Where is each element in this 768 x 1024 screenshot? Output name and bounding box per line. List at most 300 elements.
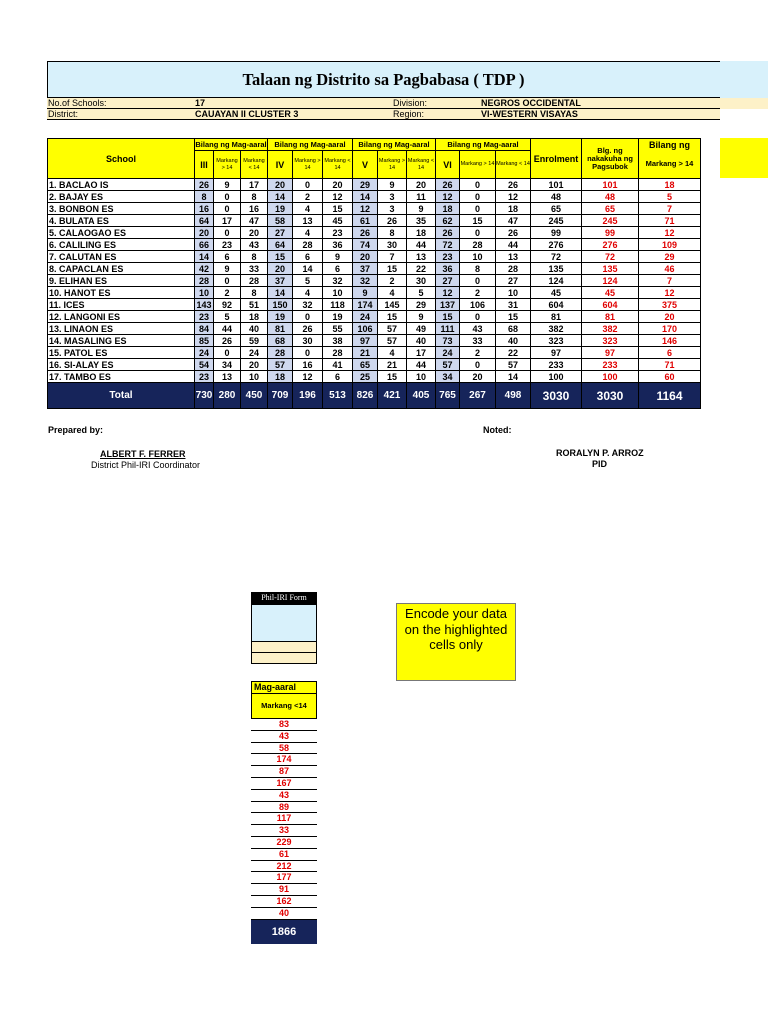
- value-cell: 22: [407, 263, 436, 275]
- grade-v-header: V: [353, 151, 378, 179]
- value-cell: 15: [378, 371, 407, 383]
- value-cell[interactable]: 84: [195, 323, 214, 335]
- side-value-cell: 117: [251, 813, 317, 825]
- value-cell[interactable]: 14: [353, 191, 378, 203]
- value-cell: 44: [214, 323, 241, 335]
- value-cell: 29: [407, 299, 436, 311]
- value-cell[interactable]: 34: [436, 371, 460, 383]
- value-cell: 47: [241, 215, 268, 227]
- phil-iri-form-row[interactable]: [251, 653, 317, 664]
- value-cell[interactable]: 27: [268, 227, 293, 239]
- value-cell[interactable]: 150: [268, 299, 293, 311]
- value-cell: 6: [323, 263, 353, 275]
- value-cell: 20: [460, 371, 496, 383]
- value-cell[interactable]: 137: [436, 299, 460, 311]
- value-cell: 10: [460, 251, 496, 263]
- side-value-cell: 43: [251, 731, 317, 743]
- value-cell: 23: [214, 239, 241, 251]
- value-cell: 28: [460, 239, 496, 251]
- value-cell[interactable]: 19: [268, 203, 293, 215]
- total-ge14: 1164: [639, 383, 701, 409]
- school-name-cell: 2. BAJAY ES: [48, 191, 195, 203]
- value-cell: 0: [460, 179, 496, 191]
- region-value[interactable]: VI-WESTERN VISAYAS: [481, 109, 578, 119]
- table-row: [48, 251, 701, 263]
- value-cell: 28: [323, 347, 353, 359]
- value-cell[interactable]: 26: [436, 227, 460, 239]
- value-cell: 2: [460, 287, 496, 299]
- value-cell[interactable]: 65: [353, 359, 378, 371]
- value-cell: 16: [241, 203, 268, 215]
- value-cell: 20: [241, 359, 268, 371]
- value-cell: 2: [460, 347, 496, 359]
- school-name-cell: 10. HANOT ES: [48, 287, 195, 299]
- ge14-cell: 6: [639, 347, 701, 359]
- bilang-header: Bilang ng: [639, 139, 701, 151]
- ge14-cell: 7: [639, 275, 701, 287]
- enrolment-cell: 99: [531, 227, 582, 239]
- value-cell[interactable]: 42: [195, 263, 214, 275]
- value-cell: 28: [293, 239, 323, 251]
- value-cell[interactable]: 36: [436, 263, 460, 275]
- value-cell: 26: [496, 179, 531, 191]
- enrolment-cell: 45: [531, 287, 582, 299]
- table-row: [48, 275, 701, 287]
- value-cell: 68: [496, 323, 531, 335]
- value-cell: 10: [323, 287, 353, 299]
- value-cell[interactable]: 97: [353, 335, 378, 347]
- ge14-cell: 5: [639, 191, 701, 203]
- value-cell: 20: [241, 227, 268, 239]
- value-cell[interactable]: 68: [268, 335, 293, 347]
- total-cell: 196: [293, 383, 323, 409]
- value-cell: 21: [378, 359, 407, 371]
- value-cell[interactable]: 23: [195, 371, 214, 383]
- value-cell[interactable]: 29: [353, 179, 378, 191]
- value-cell: 12: [323, 191, 353, 203]
- table-row: [48, 227, 701, 239]
- value-cell: 30: [293, 335, 323, 347]
- value-cell: 8: [241, 287, 268, 299]
- value-cell: 31: [496, 299, 531, 311]
- value-cell: 30: [407, 275, 436, 287]
- noted-label: Noted:: [483, 425, 512, 435]
- value-cell: 49: [407, 323, 436, 335]
- grade-v-group-header: Bilang ng Mag-aaral: [353, 139, 436, 151]
- value-cell: 15: [323, 203, 353, 215]
- value-cell: 4: [293, 203, 323, 215]
- enrolment-cell: 72: [531, 251, 582, 263]
- value-cell: 17: [214, 215, 241, 227]
- enrolment-cell: 48: [531, 191, 582, 203]
- side-value-cell: 167: [251, 778, 317, 790]
- value-cell: 43: [460, 323, 496, 335]
- value-cell[interactable]: 23: [195, 311, 214, 323]
- school-name-cell: 3. BONBON ES: [48, 203, 195, 215]
- value-cell: 6: [214, 251, 241, 263]
- tested-cell: 48: [582, 191, 639, 203]
- markang-lt14-label: Markang <14: [251, 694, 317, 719]
- side-value-cell: 177: [251, 872, 317, 884]
- value-cell: 0: [293, 311, 323, 323]
- district-value[interactable]: CAUAYAN II CLUSTER 3: [195, 109, 299, 119]
- total-cell: 405: [407, 383, 436, 409]
- side-value-cell: 162: [251, 896, 317, 908]
- table-row: [48, 299, 701, 311]
- value-cell[interactable]: 57: [436, 359, 460, 371]
- header-row-1: [48, 139, 701, 151]
- value-cell[interactable]: 8: [195, 191, 214, 203]
- table-row: [48, 335, 701, 347]
- value-cell: 8: [378, 227, 407, 239]
- total-label: Total: [48, 383, 195, 409]
- table-row: [48, 311, 701, 323]
- value-cell: 8: [241, 191, 268, 203]
- school-header: School: [48, 139, 195, 179]
- ge14-cell: 109: [639, 239, 701, 251]
- value-cell[interactable]: 24: [195, 347, 214, 359]
- total-cell: 280: [214, 383, 241, 409]
- value-cell[interactable]: 73: [436, 335, 460, 347]
- value-cell: 41: [323, 359, 353, 371]
- value-cell: 33: [460, 335, 496, 347]
- info-row-extension: [720, 98, 768, 109]
- value-cell: 57: [378, 335, 407, 347]
- table-row: [48, 191, 701, 203]
- value-cell: 0: [460, 203, 496, 215]
- total-cell: 421: [378, 383, 407, 409]
- iii-ge14-header: Markang > 14: [214, 151, 241, 179]
- value-cell[interactable]: 37: [268, 275, 293, 287]
- value-cell: 6: [323, 371, 353, 383]
- tested-cell: 604: [582, 299, 639, 311]
- value-cell: 0: [460, 359, 496, 371]
- side-value-cell: 83: [251, 719, 317, 731]
- side-value-cell: 229: [251, 837, 317, 849]
- value-cell[interactable]: 81: [268, 323, 293, 335]
- value-cell[interactable]: 62: [436, 215, 460, 227]
- value-cell: 8: [460, 263, 496, 275]
- value-cell: 5: [407, 287, 436, 299]
- value-cell: 14: [293, 263, 323, 275]
- value-cell[interactable]: 16: [195, 203, 214, 215]
- value-cell: 0: [214, 191, 241, 203]
- side-value-cell: 212: [251, 861, 317, 873]
- value-cell: 4: [293, 227, 323, 239]
- vi-ge14-header: Markang > 14: [460, 151, 496, 179]
- ge14-cell: 71: [639, 359, 701, 371]
- value-cell: 92: [214, 299, 241, 311]
- value-cell[interactable]: 14: [268, 287, 293, 299]
- value-cell: 26: [496, 227, 531, 239]
- value-cell: 36: [323, 239, 353, 251]
- value-cell[interactable]: 25: [353, 371, 378, 383]
- ge14-cell: 29: [639, 251, 701, 263]
- noted-name: RORALYN P. ARROZ: [556, 448, 644, 458]
- value-cell[interactable]: 58: [268, 215, 293, 227]
- value-cell[interactable]: 12: [436, 191, 460, 203]
- enrolment-cell: 245: [531, 215, 582, 227]
- value-cell: 7: [378, 251, 407, 263]
- value-cell: 23: [323, 227, 353, 239]
- table-row: [48, 263, 701, 275]
- tested-cell: 124: [582, 275, 639, 287]
- value-cell: 13: [407, 251, 436, 263]
- schools-label: No.of Schools:: [48, 98, 107, 108]
- value-cell[interactable]: 14: [268, 191, 293, 203]
- value-cell[interactable]: 24: [436, 347, 460, 359]
- tested-cell: 135: [582, 263, 639, 275]
- district-label: District:: [48, 109, 78, 119]
- value-cell: 3: [378, 191, 407, 203]
- school-name-cell: 11. ICES: [48, 299, 195, 311]
- total-cell: 826: [353, 383, 378, 409]
- page-title: Talaan ng Distrito sa Pagbabasa ( TDP ): [242, 70, 525, 89]
- value-cell[interactable]: 20: [268, 179, 293, 191]
- ge14-cell: 71: [639, 215, 701, 227]
- region-label: Region:: [393, 109, 425, 119]
- ge14-cell: 18: [639, 179, 701, 191]
- value-cell: 5: [293, 275, 323, 287]
- value-cell: 14: [496, 371, 531, 383]
- value-cell: 57: [378, 323, 407, 335]
- enrolment-header: Enrolment: [531, 139, 582, 179]
- title-bar-extension: [720, 61, 768, 98]
- value-cell: 15: [460, 215, 496, 227]
- grade-vi-header: VI: [436, 151, 460, 179]
- value-cell: 0: [214, 347, 241, 359]
- value-cell: 26: [293, 323, 323, 335]
- value-cell: 10: [496, 287, 531, 299]
- tested-cell: 245: [582, 215, 639, 227]
- value-cell[interactable]: 24: [353, 311, 378, 323]
- table-row: [48, 347, 701, 359]
- value-cell[interactable]: 14: [195, 251, 214, 263]
- value-cell: 24: [241, 347, 268, 359]
- value-cell: 35: [407, 215, 436, 227]
- value-cell: 9: [407, 203, 436, 215]
- iii-lt14-header: Markang < 14: [241, 151, 268, 179]
- value-cell: 0: [293, 179, 323, 191]
- value-cell[interactable]: 12: [353, 203, 378, 215]
- value-cell[interactable]: 26: [353, 227, 378, 239]
- value-cell[interactable]: 20: [353, 251, 378, 263]
- prepared-by-title: District Phil-IRI Coordinator: [91, 460, 201, 470]
- enrolment-cell: 604: [531, 299, 582, 311]
- value-cell: 0: [460, 191, 496, 203]
- value-cell: 40: [241, 323, 268, 335]
- grade-iii-group-header: Bilang ng Mag-aaral: [195, 139, 267, 149]
- enrolment-cell: 81: [531, 311, 582, 323]
- iv-ge14-header: Markang > 14: [293, 151, 323, 179]
- side-value-cell: 58: [251, 743, 317, 755]
- value-cell[interactable]: 85: [195, 335, 214, 347]
- iv-lt14-header: Markang < 14: [323, 151, 353, 179]
- value-cell[interactable]: 26: [195, 179, 214, 191]
- enrolment-cell: 124: [531, 275, 582, 287]
- value-cell[interactable]: 54: [195, 359, 214, 371]
- ge14-cell: 12: [639, 287, 701, 299]
- value-cell[interactable]: 72: [436, 239, 460, 251]
- table-row: [48, 215, 701, 227]
- value-cell: 28: [241, 275, 268, 287]
- phil-iri-form-cell[interactable]: [251, 604, 317, 642]
- value-cell[interactable]: 12: [436, 287, 460, 299]
- prepared-by-label: Prepared by:: [48, 425, 104, 435]
- instruction-note: Encode your data on the highlighted cells only: [396, 603, 516, 681]
- value-cell: 18: [496, 203, 531, 215]
- tested-cell: 81: [582, 311, 639, 323]
- value-cell: 0: [214, 227, 241, 239]
- value-cell: 19: [323, 311, 353, 323]
- value-cell[interactable]: 20: [195, 227, 214, 239]
- value-cell[interactable]: 32: [353, 275, 378, 287]
- school-name-cell: 16. SI-ALAY ES: [48, 359, 195, 371]
- value-cell: 0: [214, 203, 241, 215]
- phil-iri-form-label: Phil-IRI Form: [251, 592, 317, 604]
- value-cell: 43: [241, 239, 268, 251]
- grade-iv-header: IV: [268, 151, 293, 179]
- enrolment-cell: 233: [531, 359, 582, 371]
- school-name-cell: 15. PATOL ES: [48, 347, 195, 359]
- value-cell[interactable]: 28: [195, 275, 214, 287]
- value-cell[interactable]: 28: [268, 347, 293, 359]
- value-cell: 44: [496, 239, 531, 251]
- total-cell: 730: [195, 383, 214, 409]
- value-cell: 32: [293, 299, 323, 311]
- value-cell: 8: [241, 251, 268, 263]
- ge14-cell: 7: [639, 203, 701, 215]
- value-cell[interactable]: 23: [436, 251, 460, 263]
- side-value-cell: 89: [251, 802, 317, 814]
- value-cell: 55: [323, 323, 353, 335]
- v-lt14-header: Markang < 14: [407, 151, 436, 179]
- value-cell: 0: [460, 311, 496, 323]
- table-row: [48, 239, 701, 251]
- value-cell[interactable]: 74: [353, 239, 378, 251]
- markang-ge14-header: Markang > 14: [639, 151, 701, 179]
- value-cell: 9: [378, 179, 407, 191]
- value-cell[interactable]: 10: [195, 287, 214, 299]
- value-cell[interactable]: 106: [353, 323, 378, 335]
- value-cell: 27: [496, 275, 531, 287]
- grade-iii-header: III: [195, 151, 214, 179]
- school-name-cell: 1. BACLAO IS: [48, 179, 195, 191]
- value-cell[interactable]: 111: [436, 323, 460, 335]
- total-enrolment: 3030: [531, 383, 582, 409]
- value-cell: 9: [323, 251, 353, 263]
- school-name-cell: 14. MASALING ES: [48, 335, 195, 347]
- value-cell[interactable]: 57: [268, 359, 293, 371]
- value-cell[interactable]: 19: [268, 311, 293, 323]
- value-cell[interactable]: 143: [196, 299, 212, 310]
- value-cell: 45: [323, 215, 353, 227]
- tested-cell: 382: [582, 323, 639, 335]
- ge14-cell: 146: [639, 335, 701, 347]
- value-cell[interactable]: 18: [268, 371, 293, 383]
- value-cell[interactable]: 21: [353, 347, 378, 359]
- grade-iv-group-header: Bilang ng Mag-aaral: [268, 139, 353, 151]
- info-row-district: [47, 109, 720, 120]
- value-cell: 4: [378, 287, 407, 299]
- value-cell: 15: [378, 263, 407, 275]
- ge14-cell: 375: [639, 299, 701, 311]
- value-cell: 40: [496, 335, 531, 347]
- value-cell: 17: [407, 347, 436, 359]
- grade-vi-group-header: Bilang ng Mag-aaral: [436, 139, 531, 151]
- tdp-table: [47, 138, 701, 409]
- ge14-cell: 60: [639, 371, 701, 383]
- value-cell: 13: [214, 371, 241, 383]
- value-cell: 38: [323, 335, 353, 347]
- table-row: [48, 371, 701, 383]
- value-cell: 26: [378, 215, 407, 227]
- value-cell: 44: [407, 239, 436, 251]
- value-cell: 18: [241, 311, 268, 323]
- value-cell: 2: [214, 287, 241, 299]
- value-cell: 9: [407, 311, 436, 323]
- value-cell[interactable]: 61: [353, 215, 378, 227]
- value-cell[interactable]: 15: [268, 251, 293, 263]
- value-cell[interactable]: 64: [268, 239, 293, 251]
- phil-iri-form-row[interactable]: [251, 642, 317, 653]
- value-cell[interactable]: 64: [195, 215, 214, 227]
- value-cell[interactable]: 37: [353, 263, 378, 275]
- value-cell: 26: [214, 335, 241, 347]
- tested-cell: 97: [582, 347, 639, 359]
- school-name-cell: 6. CALILING ES: [48, 239, 195, 251]
- value-cell[interactable]: 18: [436, 203, 460, 215]
- side-value-cell: 43: [251, 790, 317, 802]
- value-cell: 17: [241, 179, 268, 191]
- value-cell: 9: [214, 263, 241, 275]
- value-cell: 51: [241, 299, 268, 311]
- value-cell: 118: [323, 299, 353, 311]
- prepared-by-name: ALBERT F. FERRER: [100, 449, 186, 459]
- enrolment-cell: 323: [531, 335, 582, 347]
- division-label: Division:: [393, 98, 428, 108]
- value-cell[interactable]: 27: [436, 275, 460, 287]
- total-cell: 709: [268, 383, 293, 409]
- info-row-schools: [47, 98, 720, 109]
- school-name-cell: 7. CALUTAN ES: [48, 251, 195, 263]
- value-cell[interactable]: 15: [436, 311, 460, 323]
- total-cell: 450: [241, 383, 268, 409]
- value-cell[interactable]: 9: [353, 287, 378, 299]
- ge14-cell: 12: [639, 227, 701, 239]
- value-cell: 5: [214, 311, 241, 323]
- value-cell: 13: [293, 215, 323, 227]
- school-name-cell: 13. LINAON ES: [48, 323, 195, 335]
- value-cell: 40: [407, 335, 436, 347]
- enrolment-cell: 65: [531, 203, 582, 215]
- value-cell[interactable]: 66: [195, 239, 214, 251]
- schools-value[interactable]: 17: [195, 98, 206, 108]
- value-cell[interactable]: 26: [436, 179, 460, 191]
- tested-cell: 276: [582, 239, 639, 251]
- division-value[interactable]: NEGROS OCCIDENTAL: [481, 98, 581, 108]
- value-cell[interactable]: 20: [268, 263, 293, 275]
- value-cell: 11: [407, 191, 436, 203]
- value-cell: 4: [293, 287, 323, 299]
- value-cell: 57: [496, 359, 531, 371]
- school-name-cell: 17. TAMBO ES: [48, 371, 195, 383]
- value-cell: 6: [293, 251, 323, 263]
- value-cell[interactable]: 174: [353, 299, 378, 311]
- header-extension: [720, 138, 768, 178]
- value-cell: 10: [407, 371, 436, 383]
- mag-aaral-label: Mag-aaral: [251, 681, 317, 694]
